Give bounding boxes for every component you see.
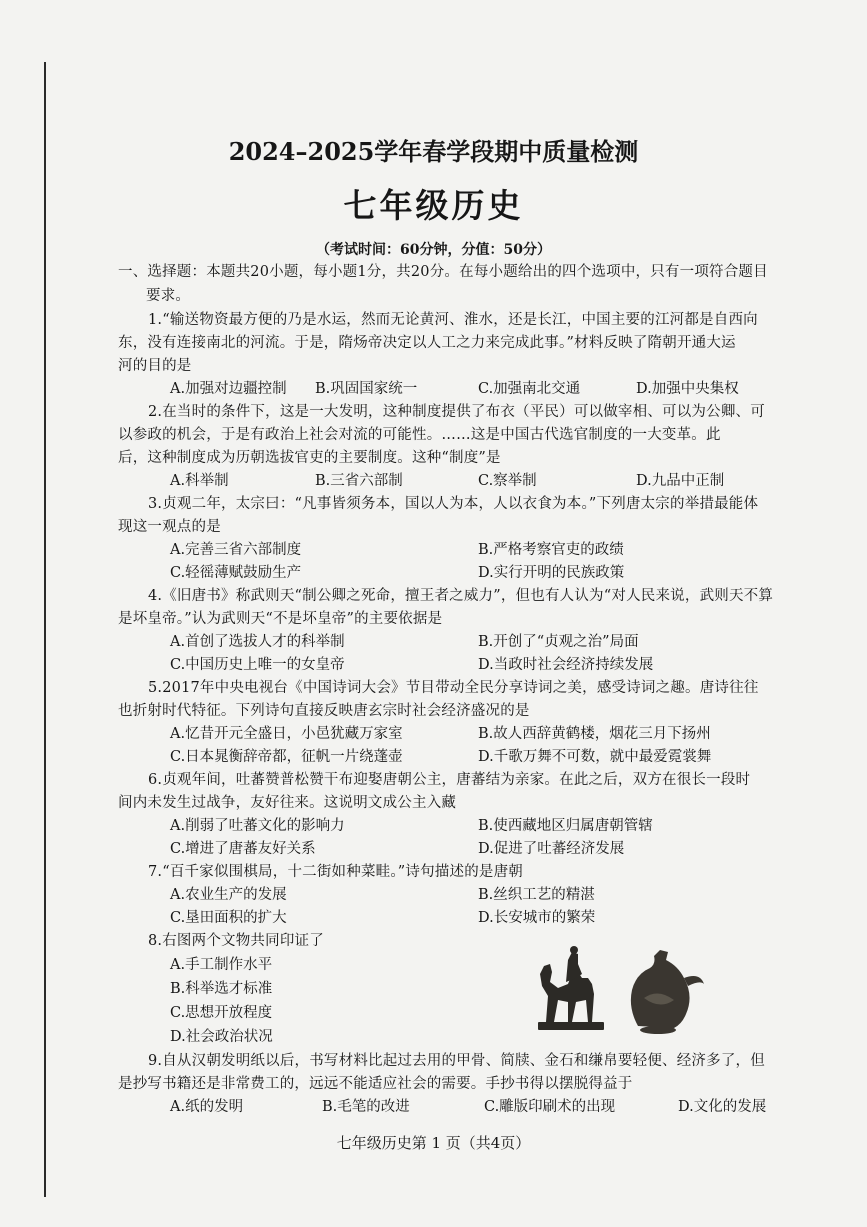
question-2-stem-line3: 后，这种制度成为历朝选拔官吏的主要制度。这种“制度”是 (118, 450, 501, 466)
question-1-option-b: B.巩固国家统一 (315, 381, 418, 397)
question-8-option-d: D.社会政治状况 (170, 1029, 273, 1045)
question-9-stem-line1: 9.自从汉朝发明纸以后，书写材料比起过去用的甲骨、简牍、金石和缣帛要轻便、经济多了，但 (148, 1053, 765, 1069)
question-5-option-b: B.故人西辞黄鹤楼，烟花三月下扬州 (478, 726, 711, 742)
question-2-stem-line2: 以参政的机会，于是有政治上社会对流的可能性。……这是中国古代选官制度的一大变革。此 (118, 427, 721, 443)
question-5-option-a: A.忆昔开元全盛日，小邑犹藏万家室 (170, 726, 403, 742)
question-1-stem-line2: 东，没有连接南北的河流。于是，隋炀帝决定以人工之力来完成此事。”材料反映了隋朝开通大运 (118, 335, 736, 351)
section-instruction-line1: 一、选择题：本题共20小题，每小题1分，共20分。在每小题给出的四个选项中，只有一项符合题目 (118, 264, 768, 280)
question-7-option-d: D.长安城市的繁荣 (478, 910, 596, 926)
question-7-option-c: C.垦田面积的扩大 (170, 910, 287, 926)
question-7-option-b: B.丝织工艺的精湛 (478, 887, 595, 903)
question-6-option-c: C.增进了唐蕃友好关系 (170, 841, 316, 857)
question-2-option-d: D.九品中正制 (636, 473, 725, 489)
question-6-stem-line1: 6.贞观年间，吐蕃赞普松赞干布迎娶唐朝公主，唐蕃结为亲家。在此之后，双方在很长一段时 (148, 772, 751, 788)
exam-title: 2024–2025学年春学段期中质量检测 (228, 137, 639, 166)
question-9-option-d: D.文化的发展 (678, 1099, 767, 1115)
question-6-stem-line2: 间内未发生过战争，友好往来。这说明文成公主入藏 (118, 795, 457, 811)
question-9-option-a: A.纸的发明 (170, 1099, 244, 1115)
camel-figurine-image (538, 946, 604, 1030)
question-5-option-c: C.日本晁衡辞帝都，征帆一片绕蓬壶 (170, 749, 403, 765)
question-5-stem-line1: 5.2017年中央电视台《中国诗词大会》节目带动全民分享诗词之美，感受诗词之趣。唐诗往往 (148, 680, 759, 696)
question-7-stem-line1: 7.“百千家似围棋局，十二街如种菜畦。”诗句描述的是唐朝 (148, 864, 524, 880)
question-4-option-b: B.开创了“贞观之治”局面 (478, 634, 639, 650)
artifact-figure (528, 938, 728, 1038)
question-8-option-a: A.手工制作水平 (170, 957, 273, 973)
question-2-option-a: A.科举制 (170, 473, 229, 489)
subject-title: 七年级历史 (343, 186, 524, 225)
question-8-option-c: C.思想开放程度 (170, 1005, 273, 1021)
question-4-option-d: D.当政时社会经济持续发展 (478, 657, 654, 673)
question-1-option-a: A.加强对边疆控制 (170, 381, 287, 397)
question-1-stem-line1: 1.“输送物资最方便的乃是水运，然而无论黄河、淮水，还是长江，中国主要的江河都是自西向 (148, 312, 758, 328)
question-2-option-c: C.察举制 (478, 473, 537, 489)
question-5-option-d: D.千歌万舞不可数，就中最爱霓裳舞 (478, 749, 712, 765)
question-1-option-d: D.加强中央集权 (636, 381, 739, 397)
question-4-stem-line1: 4.《旧唐书》称武则天“制公卿之死命，擅王者之威力”，但也有人认为“对人民来说，武则天不算 (148, 588, 774, 604)
question-6-option-a: A.削弱了吐蕃文化的影响力 (170, 818, 345, 834)
question-1-stem-line3: 河的目的是 (118, 358, 192, 374)
question-3-stem-line2: 现这一观点的是 (118, 519, 221, 535)
question-3-option-a: A.完善三省六部制度 (170, 542, 302, 558)
question-8-stem-line1: 8.右图两个文物共同印证了 (148, 933, 324, 949)
question-9-option-c: C.雕版印刷术的出现 (484, 1099, 616, 1115)
question-9-stem-line2: 是抄写书籍还是非常费工的，远远不能适应社会的需要。手抄书得以摆脱得益于 (118, 1076, 633, 1092)
question-3-option-d: D.实行开明的民族政策 (478, 565, 625, 581)
question-5-stem-line2: 也折射时代特征。下列诗句直接反映唐玄宗时社会经济盛况的是 (118, 703, 530, 719)
section-instruction-line2: 要求。 (146, 288, 191, 304)
question-9-option-b: B.毛笔的改进 (322, 1099, 410, 1115)
question-6-option-b: B.使西藏地区归属唐朝管辖 (478, 818, 653, 834)
question-2-option-b: B.三省六部制 (315, 473, 403, 489)
question-4-stem-line2: 是坏皇帝。”认为武则天“不是坏皇帝”的主要依据是 (118, 611, 443, 627)
question-6-option-d: D.促进了吐蕃经济发展 (478, 841, 625, 857)
question-8-option-b: B.科举选才标准 (170, 981, 273, 997)
ewer-vessel-image (631, 950, 704, 1034)
question-2-stem-line1: 2.在当时的条件下，这是一大发明，这种制度提供了布衣（平民）可以做宰相、可以为公卿、可 (148, 404, 765, 420)
question-3-option-b: B.严格考察官吏的政绩 (478, 542, 624, 558)
question-4-option-c: C.中国历史上唯一的女皇帝 (170, 657, 345, 673)
page-footer: 七年级历史第 1 页（共4页） (336, 1134, 531, 1152)
question-7-option-a: A.农业生产的发展 (170, 887, 287, 903)
exam-info: （考试时间：60分钟，分值：50分） (316, 242, 551, 258)
question-3-stem-line1: 3.贞观二年，太宗曰：“凡事皆须务本，国以人为本，人以衣食为本。”下列唐太宗的举措最能体 (148, 496, 759, 512)
question-4-option-a: A.首创了选拔人才的科举制 (170, 634, 345, 650)
question-1-option-c: C.加强南北交通 (478, 381, 581, 397)
question-3-option-c: C.轻徭薄赋鼓励生产 (170, 565, 302, 581)
artifact-illustration (528, 938, 728, 1038)
